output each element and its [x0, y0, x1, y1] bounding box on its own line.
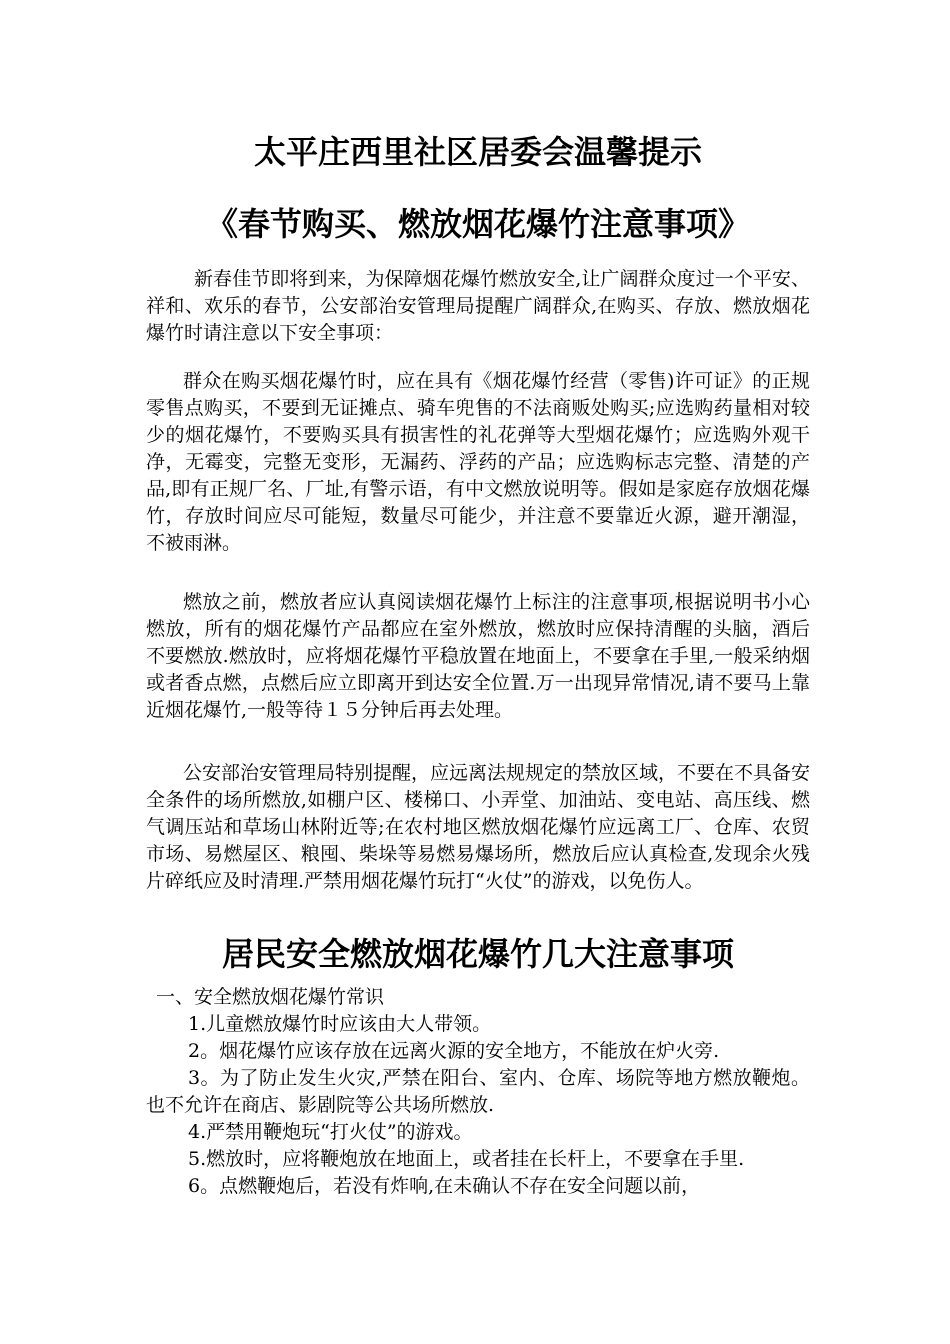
list-item: 6。点燃鞭炮后，若没有炸响,在未确认不存在安全问题以前，	[188, 1175, 701, 1197]
document-subtitle: 《春节购买、燃放烟花爆竹注意事项》	[205, 205, 750, 243]
section-title: 居民安全燃放烟花爆竹几大注意事项	[221, 935, 734, 973]
restricted-area-paragraph: 公安部治安管理局特别提醒，应远离法规规定的禁放区域，不要在不具备安全条件的场所燃放,如棚户区、楼梯口、小弄堂、加油站、变电站、高压线、燃气调压站和草场山林附近等;在农村地区燃放烟花爆竹应远离工厂、仓库、农贸市场、易燃屋区、粮囤、柴垛等易燃易爆场所，燃放后应认真检查,发现余火残片碎纸应及时清理.严禁用烟花爆竹玩打“火仗”的游戏，以免伤人。	[146, 762, 811, 892]
intro-paragraph: 新春佳节即将到来，为保障烟花爆竹燃放安全,让广阔群众度过一个平安、祥和、欢乐的春节，公安部治安管理局提醒广阔群众,在购买、存放、燃放烟花爆竹时请注意以下安全事项：	[146, 268, 810, 344]
list-item: 2。烟花爆竹应该存放在远离火源的安全地方，不能放在炉火旁.	[188, 1040, 720, 1062]
document-title: 太平庄西里社区居委会温馨提示	[253, 133, 702, 171]
list-item: 3。为了防止发生火灾,严禁在阳台、室内、仓库、场院等地方燃放鞭炮。也不允许在商店、影剧院等公共场所燃放.	[146, 1067, 810, 1116]
purchase-paragraph: 群众在购买烟花爆竹时，应在具有《烟花爆竹经营（零售)许可证》的正规零售点购买，不要到无证摊点、骑车兜售的不法商贩处购买;应选购药量相对较少的烟花爆竹，不要购买具有损害性的礼花弹等大型烟花爆竹；应选购外观干净，无霉变，完整无变形，无漏药、浮药的产品；应选购标志完整、清楚的产品,即有正规厂名、厂址,有警示语，有中文燃放说明等。假如是家庭存放烟花爆竹，存放时间应尽可能短，数量尽可能少，并注意不要靠近火源，避开潮湿，不被雨淋。	[146, 370, 810, 554]
ignition-paragraph: 燃放之前，燃放者应认真阅读烟花爆竹上标注的注意事项,根据说明书小心燃放，所有的烟花爆竹产品都应在室外燃放，燃放时应保持清醒的头脑，酒后不要燃放.燃放时，应将烟花爆竹平稳放置在地面上，不要拿在手里,一般采纳烟或者香点燃，点燃后应立即离开到达安全位置.万一出现异常情况,请不要马上靠近烟花爆竹,一般等待１５分钟后再去处理。	[146, 591, 810, 721]
list-item: 4.严禁用鞭炮玩“打火仗”的游戏。	[188, 1121, 473, 1143]
safety-list	[146, 984, 810, 1200]
list-heading: 一、安全燃放烟花爆竹常识	[156, 986, 385, 1008]
list-item: 1.儿童燃放爆竹时应该由大人带领。	[188, 1013, 492, 1035]
list-item: 5.燃放时，应将鞭炮放在地面上，或者挂在长杆上，不要拿在手里.	[188, 1148, 745, 1170]
